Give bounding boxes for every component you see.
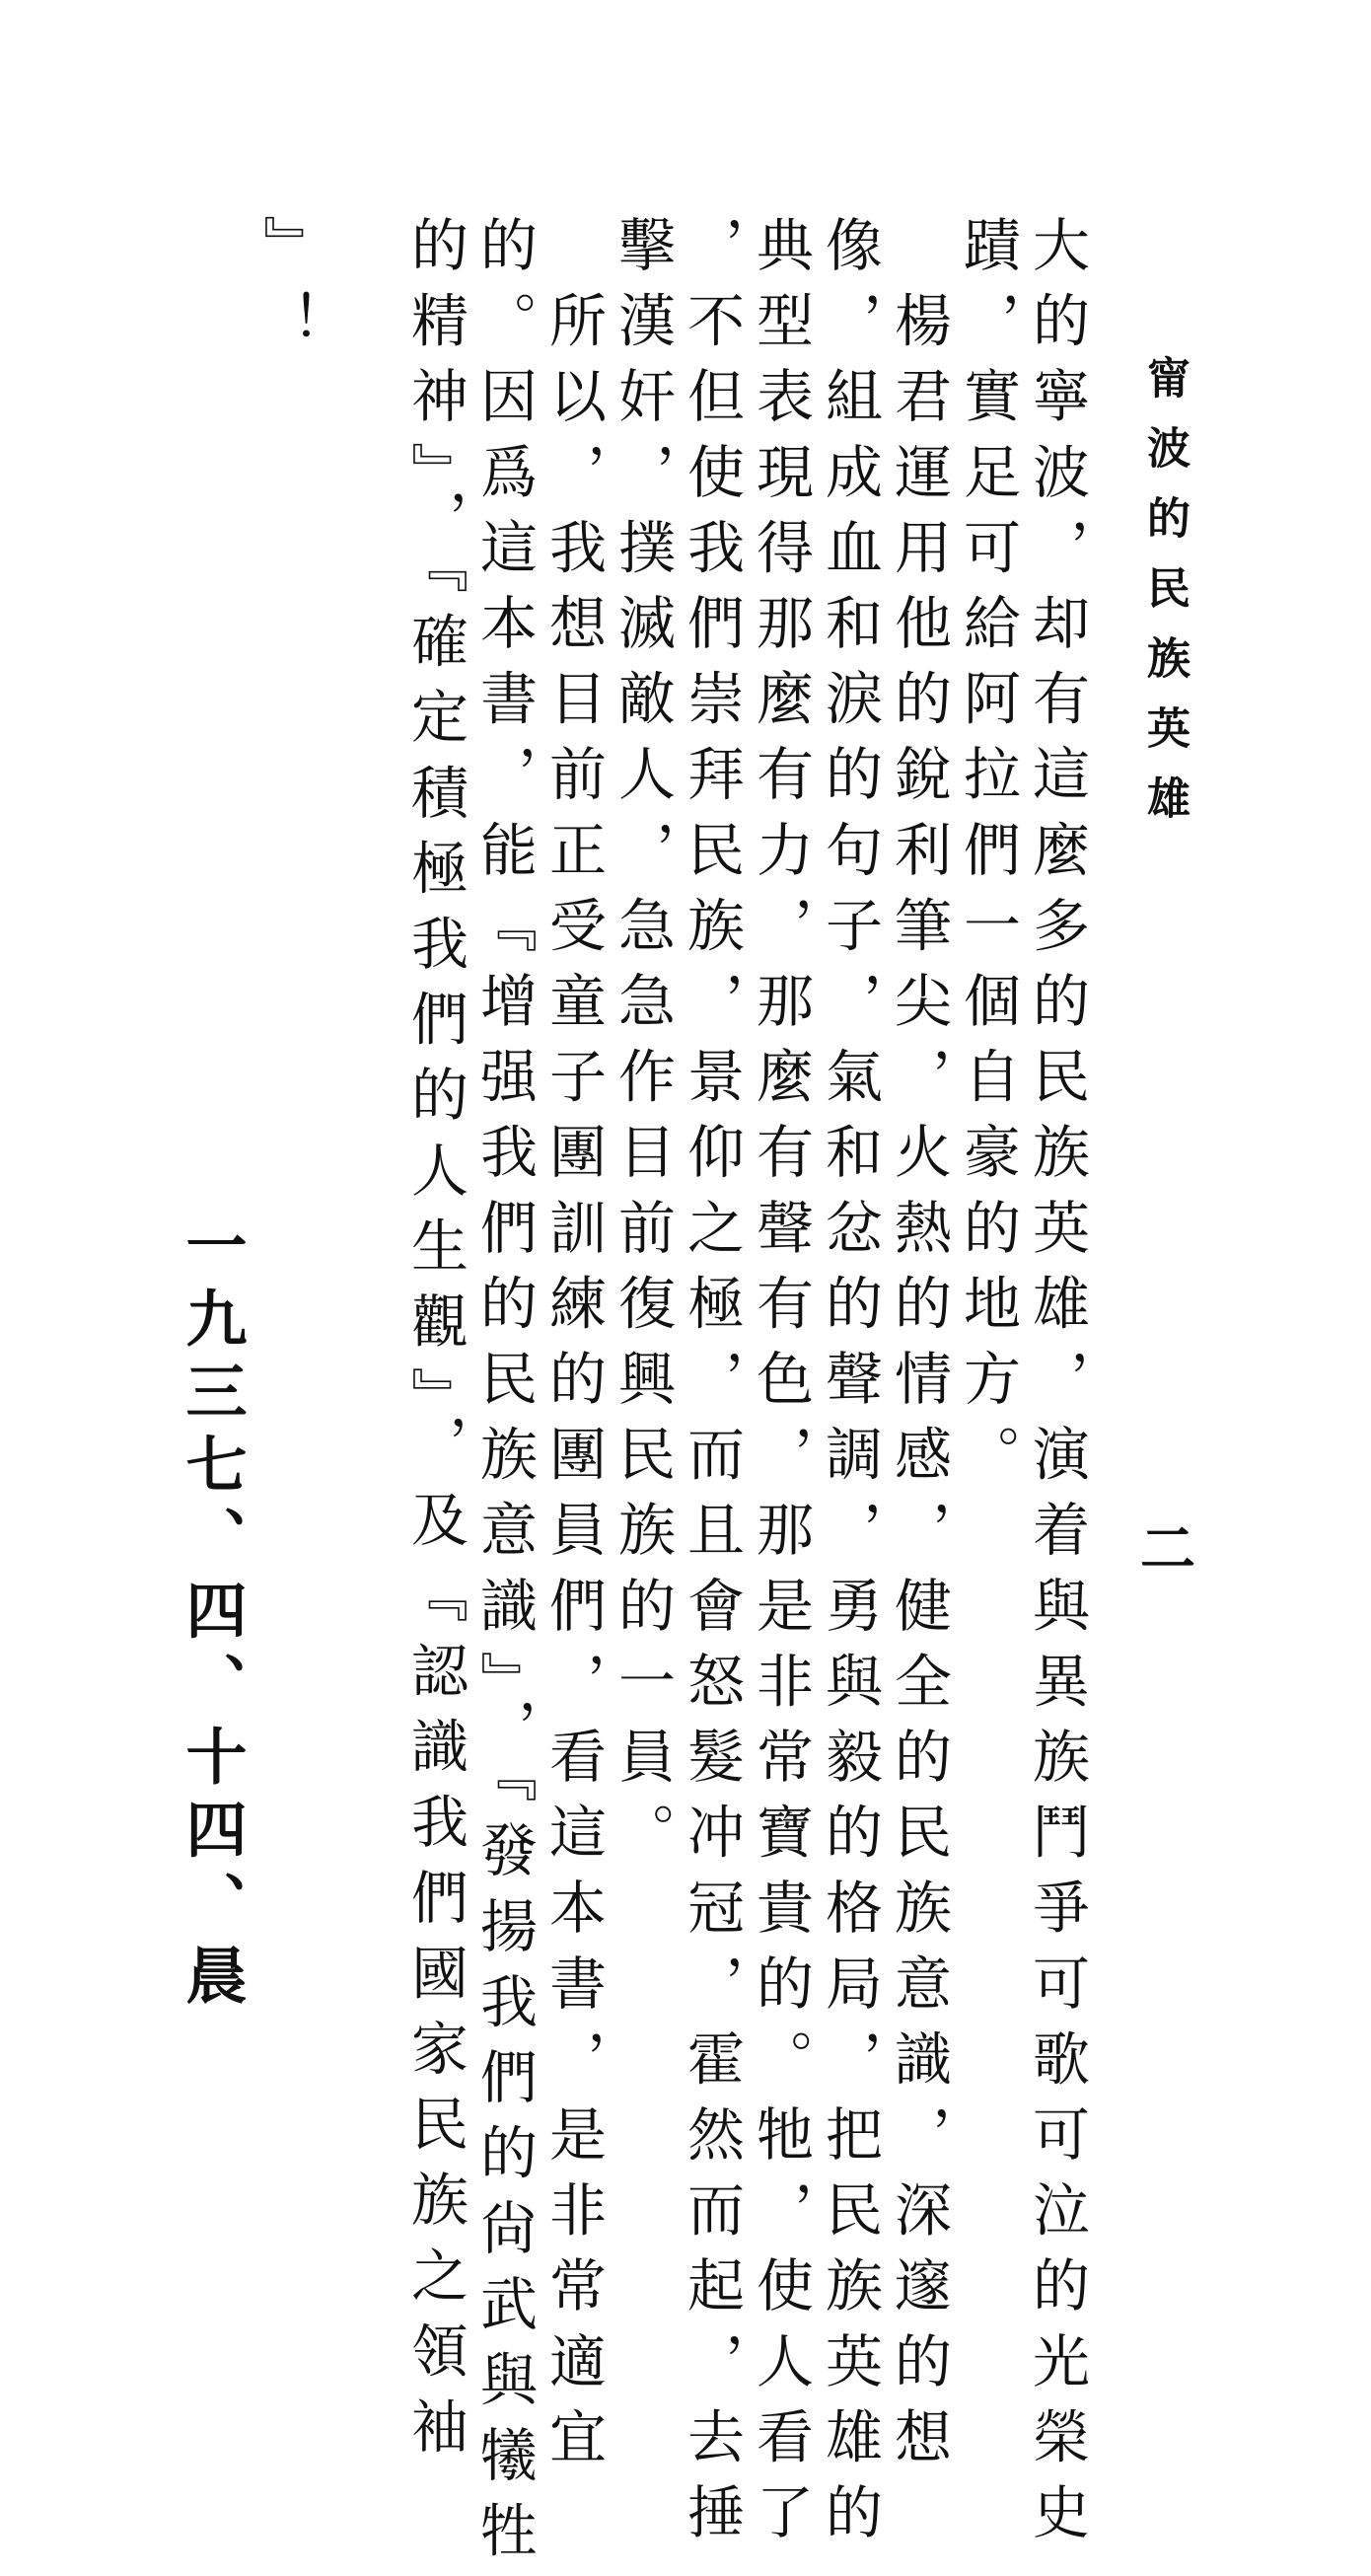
date-signature: 一九三七、四、十四、晨 — [176, 1214, 248, 2017]
running-header-title: 甯波的民族英雄 — [1139, 355, 1190, 846]
page-number: 二 — [1131, 1519, 1196, 1575]
text-column: 的。因爲這本書，能『增强我們的民族意識』，『發揚我們的尙武與犧牲 — [470, 215, 538, 2576]
text-column: ，不但使我們崇拜民族，景仰之極，而且會怒髮冲冠，霍然而起，去捶 — [678, 215, 745, 2558]
text-column: 典型表現得那麼有力，那麼有聲有色，那是非常寶貴的。牠，使人看了 — [747, 215, 814, 2558]
text-column: 像，組成血和淚的句子，氣和忿的聲調，勇與毅的格局，把民族英雄的 — [816, 215, 883, 2558]
text-column: 』！ — [253, 215, 321, 367]
text-column: 的精神』，『確定積極我們的人生觀』，及『認識我們國家民族之領袖 — [401, 215, 469, 2472]
text-column: 楊君運用他的銳利筆尖，火熱的情感，健全的民族意識，深邃的想 — [885, 215, 952, 2482]
text-column: 大的寧波，却有這麼多的民族英雄，演着與異族鬥爭可歌可泣的光榮史 — [1023, 215, 1090, 2558]
text-column: 蹟，實足可給阿拉們一個自豪的地方。 — [954, 215, 1021, 1501]
text-column: 所以，我想目前正受童子團訓練的團員們，看這本書，是非常適宜 — [540, 215, 607, 2482]
text-column: 擊漢奸，撲滅敵人，急急作目前復興民族的一員。 — [609, 215, 676, 1878]
